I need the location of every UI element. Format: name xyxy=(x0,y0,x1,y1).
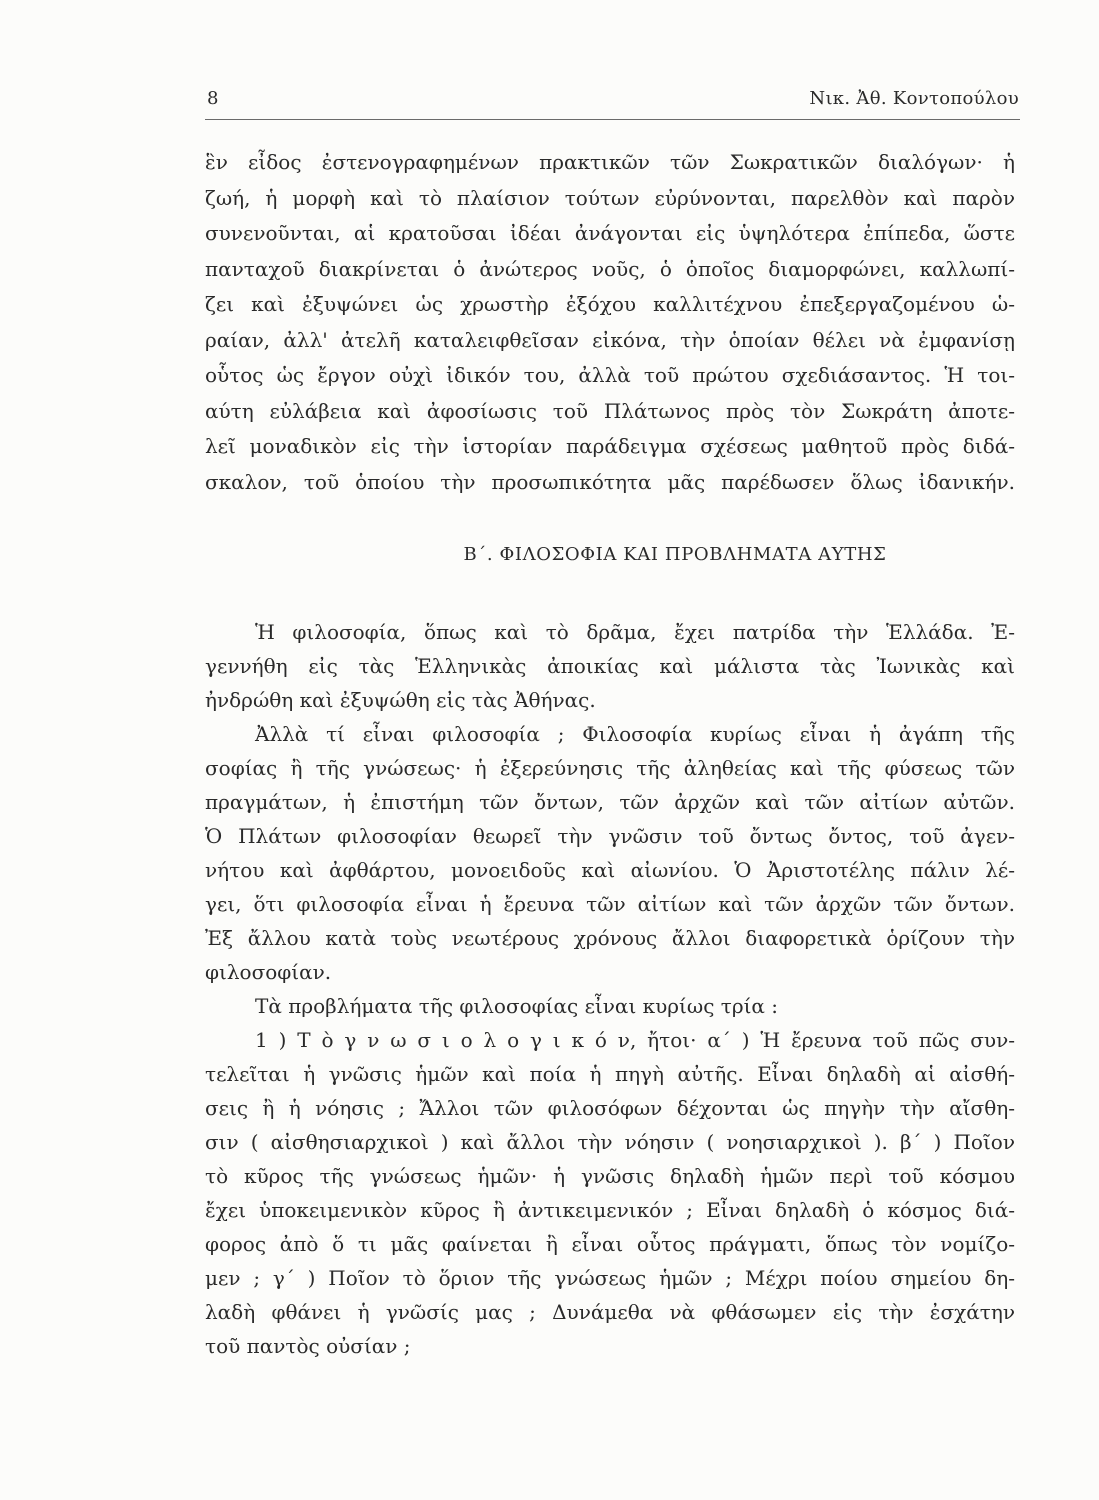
text-line: Ἀλλὰ τί εἶναι φιλοσοφία ; Φιλοσοφία κυρίως εἶναι ἡ ἀγάπη τῆς xyxy=(255,722,1015,746)
text-line: ζωή, ἡ μορφὴ καὶ τὸ πλαίσιον τούτων εὐρύνονται, παρελθὸν καὶ παρὸν xyxy=(205,185,1015,210)
text-line: ζει καὶ ἐξυψώνει ὡς χρωστὴρ ἐξόχου καλλιτέχνου ἐπεξεργαζομένου ὡ- xyxy=(205,292,1015,316)
text-line: ραίαν, ἀλλ' ἀτελῆ καταλειφθεῖσαν εἰκόνα, τὴν ὁποίαν θέλει νὰ ἐμφανίσῃ xyxy=(205,327,1015,352)
paragraph xyxy=(205,615,1015,717)
text-line: φιλοσοφίαν. xyxy=(205,960,332,984)
text-line: Ὁ Πλάτων φιλοσοφίαν θεωρεῖ τὴν γνῶσιν τοῦ ὄντως ὄντος, τοῦ ἀγεν- xyxy=(205,824,1015,848)
text-line: σοφίας ἢ τῆς γνώσεως· ἡ ἐξερεύνησις τῆς ἀληθείας καὶ τῆς φύσεως τῶν xyxy=(205,756,1015,780)
text-line: σιν ( αἰσθησιαρχικοὶ ) καὶ ἄλλοι τὴν νόησιν ( νοησιαρχικοὶ ). β΄ ) Ποῖον xyxy=(205,1130,1015,1154)
text-line: λεῖ μοναδικὸν εἰς τὴν ἱστορίαν παράδειγμα σχέσεως μαθητοῦ πρὸς διδά- xyxy=(205,434,1015,458)
text-line: μεν ; γ΄ ) Ποῖον τὸ ὅριον τῆς γνώσεως ἡμῶν ; Μέχρι ποίου σημείου δη- xyxy=(205,1266,1015,1290)
text-line: σκαλον, τοῦ ὁποίου τὴν προσωπικότητα μᾶς παρέδωσεν ὅλως ἰδανικήν. xyxy=(205,469,1015,494)
page-number: 8 xyxy=(207,88,219,109)
text-line: Ἐξ ἄλλου κατὰ τοὺς νεωτέρους χρόνους ἄλλοι διαφορετικὰ ὁρίζουν τὴν xyxy=(205,926,1015,950)
text-line: 1 ) Τ ὸ γ ν ω σ ι ο λ ο γ ι κ ό ν, ἤτοι· α΄ ) Ἡ ἔρευνα τοῦ πῶς συν- xyxy=(255,1028,1015,1052)
paragraph xyxy=(205,145,1015,500)
text-line: Τὰ προβλήματα τῆς φιλοσοφίας εἶναι κυρίως τρία : xyxy=(255,994,779,1018)
text-line: Ἡ φιλοσοφία, ὅπως καὶ τὸ δρᾶμα, ἔχει πατρίδα τὴν Ἑλλάδα. Ἐ- xyxy=(255,620,1015,644)
paragraph xyxy=(205,1023,1015,1363)
text-line: πανταχοῦ διακρίνεται ὁ ἀνώτερος νοῦς, ὁ ὁποῖος διαμορφώνει, καλλωπί- xyxy=(205,256,1015,281)
text-line: σεις ἢ ἡ νόησις ; Ἄλλοι τῶν φιλοσόφων δέχονται ὡς πηγὴν τὴν αἴσθη- xyxy=(205,1096,1015,1120)
header-rule xyxy=(205,119,1020,120)
text-block-section xyxy=(205,615,1015,1363)
text-block-continuation xyxy=(205,145,1015,500)
text-line: λαδὴ φθάνει ἡ γνῶσίς μας ; Δυνάμεθα νὰ φθάσωμεν εἰς τὴν ἐσχάτην xyxy=(205,1300,1015,1324)
text-line: ἠνδρώθη καὶ ἐξυψώθη εἰς τὰς Ἀθήνας. xyxy=(205,688,596,712)
paragraph xyxy=(205,717,1015,989)
running-head-author: Νικ. Ἀθ. Κοντοπούλου xyxy=(809,88,1019,109)
text-line: ἓν εἶδος ἐστενογραφημένων πρακτικῶν τῶν Σωκρατικῶν διαλόγων· ἡ xyxy=(205,150,1015,174)
text-line: ἔχει ὑποκειμενικὸν κῦρος ἢ ἀντικειμενικόν ; Εἶναι δηλαδὴ ὁ κόσμος διά- xyxy=(205,1198,1015,1222)
text-line: πραγμάτων, ἡ ἐπιστήμη τῶν ὄντων, τῶν ἀρχῶν καὶ τῶν αἰτίων αὐτῶν. xyxy=(205,790,1015,814)
text-line: τοῦ παντὸς οὐσίαν ; xyxy=(205,1334,411,1358)
text-line: συνενοῦνται, αἱ κρατοῦσαι ἰδέαι ἀνάγονται εἰς ὑψηλότερα ἐπίπεδα, ὥστε xyxy=(205,221,1015,245)
text-line: γεννήθη εἰς τὰς Ἑλληνικὰς ἀποικίας καὶ μάλιστα τὰς Ἰωνικὰς καὶ xyxy=(205,654,1015,678)
section-heading: Β΄. ΦΙΛΟΣΟΦΙΑ ΚΑΙ ΠΡΟΒΛΗΜΑΤΑ ΑΥΤΗΣ xyxy=(463,544,887,565)
text-line: τὸ κῦρος τῆς γνώσεως ἡμῶν· ἡ γνῶσις δηλαδὴ ἡμῶν περὶ τοῦ κόσμου xyxy=(205,1164,1015,1188)
text-line: οὗτος ὡς ἔργον οὐχὶ ἰδικόν του, ἀλλὰ τοῦ πρώτου σχεδιάσαντος. Ἡ τοι- xyxy=(205,363,1015,387)
paragraph xyxy=(205,989,1015,1023)
text-line: γει, ὅτι φιλοσοφία εἶναι ἡ ἔρευνα τῶν αἰτίων καὶ τῶν ἀρχῶν τῶν ὄντων. xyxy=(205,892,1015,916)
text-line: αύτη εὐλάβεια καὶ ἀφοσίωσις τοῦ Πλάτωνος πρὸς τὸν Σωκράτη ἀποτε- xyxy=(205,398,1015,423)
text-line: τελεῖται ἡ γνῶσις ἡμῶν καὶ ποία ἡ πηγὴ αὐτῆς. Εἶναι δηλαδὴ αἱ αἰσθή- xyxy=(205,1062,1015,1086)
text-line: νήτου καὶ ἀφθάρτου, μονοειδοῦς καὶ αἰωνίου. Ὁ Ἀριστοτέλης πάλιν λέ- xyxy=(205,858,1015,882)
text-line: φορος ἀπὸ ὅ τι μᾶς φαίνεται ἢ εἶναι οὗτος πράγματι, ὅπως τὸν νομίζο- xyxy=(205,1232,1015,1256)
